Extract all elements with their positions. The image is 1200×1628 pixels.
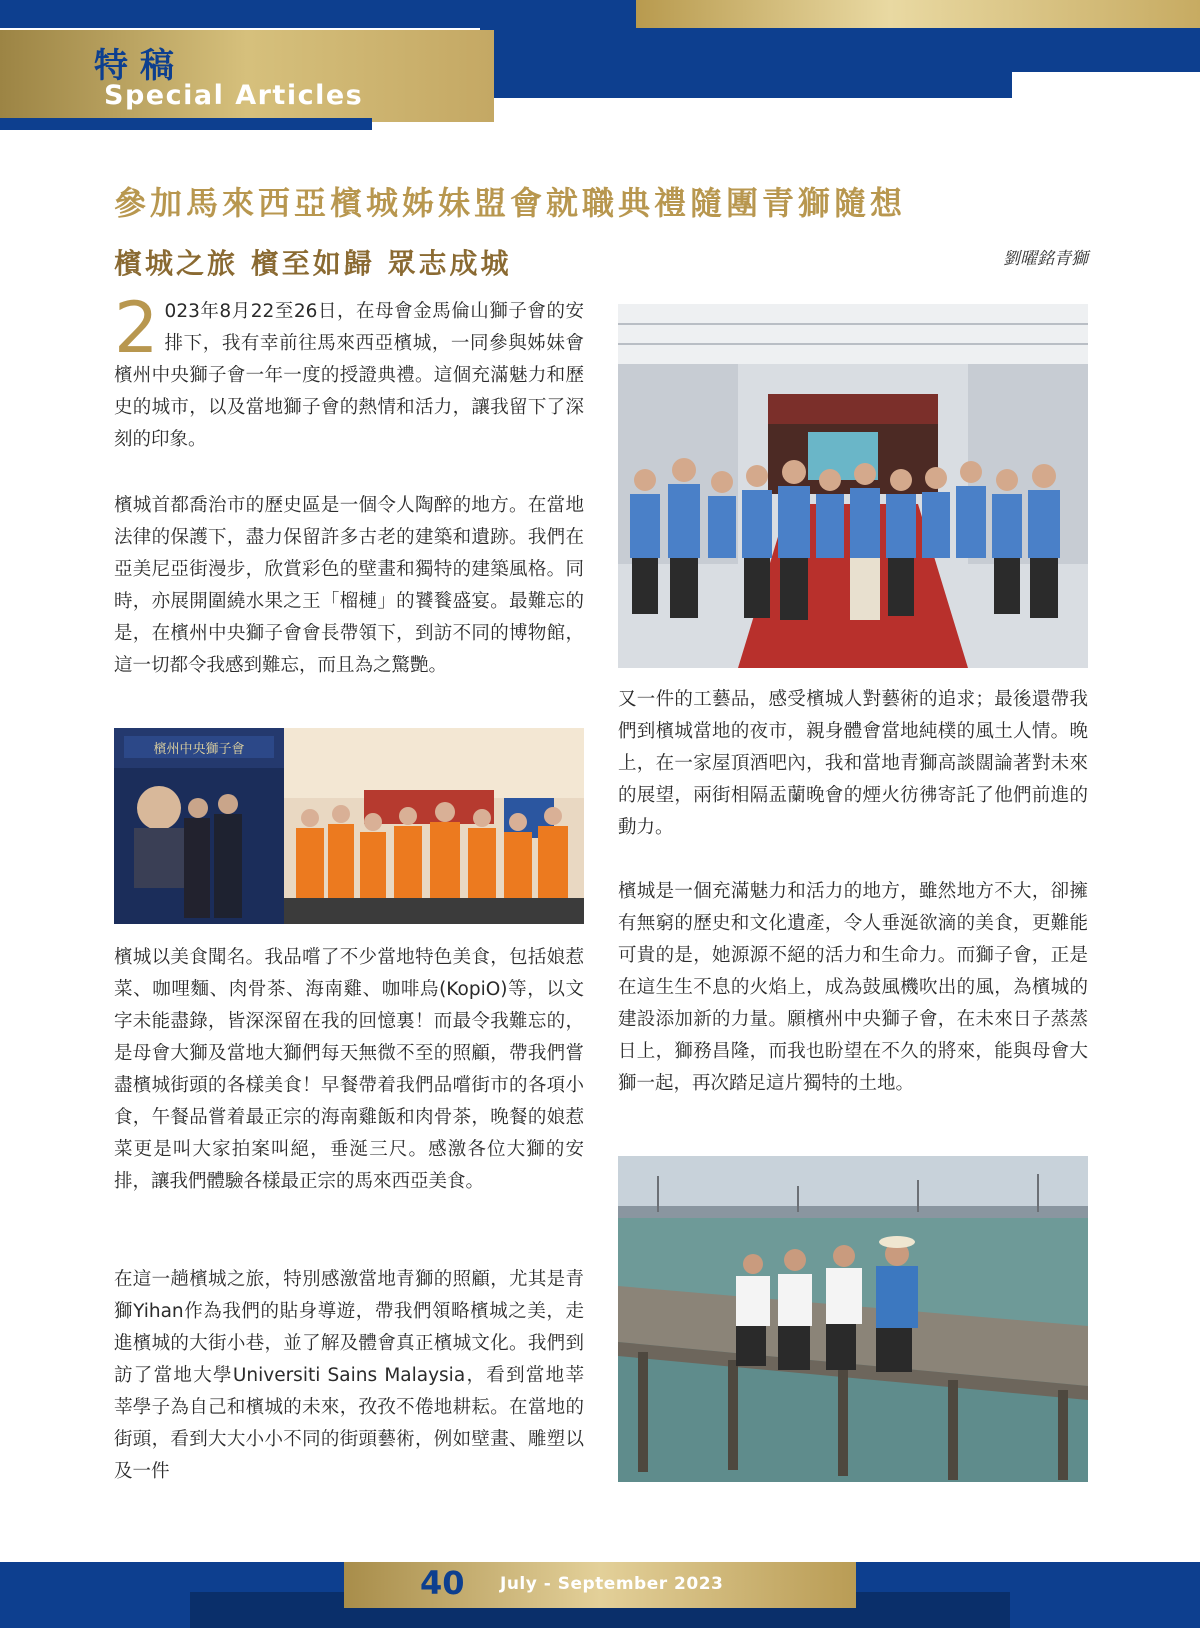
header-gold-bar <box>636 0 1200 28</box>
drop-cap: 2 <box>114 287 159 369</box>
ceremony-banner-text: 檳州中央獅子會 <box>153 742 245 757</box>
issue-date: July - September 2023 <box>500 1574 724 1594</box>
header-navy-bar <box>0 0 640 28</box>
article-author: 劉曜銘青獅 <box>1003 249 1088 269</box>
paragraph-food: 檳城以美食聞名。我品嚐了不少當地特色美食，包括娘惹菜、咖哩麵、肉骨茶、海南雞、咖啡烏(KopiO)等，以文字未能盡錄，皆深深留在我的回憶裏！而最令我難忘的，是母會大獅及當地大獅們每天無微不至的照顧，帶我們嘗盡檳城街頭的各樣美食！早餐帶着我們品嚐街市的各項小食，午餐品嘗着最正宗的海南雞飯和肉骨茶，晚餐的娘惹菜更是叫大家拍案叫絕，垂涎三尺。感激各位大獅的安排，讓我們體驗各樣最正宗的馬來西亞美食。 <box>114 947 584 1192</box>
section-title-chinese: 特稿 <box>94 46 186 86</box>
page-number: 40 <box>420 1564 465 1602</box>
paragraph-intro-text: 023年8月22至26日，在母會金馬倫山獅子會的安排下，我有幸前往馬來西亞檳城，一同參與姊妹會檳州中央獅子會一年一度的授證典禮。這個充滿魅力和歷史的城市，以及當地獅子會的熱情和活力，讓我留下了深刻的印象。 <box>114 301 584 450</box>
paragraph-young-lions: 在這一趟檳城之旅，特別感激當地青獅的照顧，尤其是青獅Yihan作為我們的貼身導遊，帶我們領略檳城之美，走進檳城的大街小巷，並了解及體會真正檳城文化。我們到訪了當地大學Universiti Sains Malaysia，看到當地莘莘學子為自己和檳城的未來，孜孜不倦地耕耘。在當地的街頭，看到大大小小不同的街頭藝術，例如壁畫、雕塑以及一件 <box>114 1269 584 1482</box>
header-navy-band-lower <box>480 72 1012 98</box>
paragraph-night-market: 又一件的工藝品，感受檳城人對藝術的追求；最後還帶我們到檳城當地的夜市，親身體會當地純樸的風土人情。晚上，在一家屋頂酒吧內，我和當地青獅高談闊論著對未來的展望，兩街相隔盂蘭晚會的煙火彷彿寄託了他們前進的動力。 <box>618 689 1088 838</box>
paragraph-intro <box>114 287 584 456</box>
jetty-photo <box>618 1156 1088 1482</box>
article-subtitle: 檳城之旅 檳至如歸 眾志成城 <box>114 247 512 280</box>
ceremony-photo <box>114 728 584 924</box>
article-title: 參加馬來西亞檳城姊妹盟會就職典禮隨團青獅隨想 <box>114 184 907 222</box>
group-hall-photo <box>618 304 1088 668</box>
paragraph-conclusion: 檳城是一個充滿魅力和活力的地方，雖然地方不大，卻擁有無窮的歷史和文化遺產，令人垂涎欲滴的美食，更難能可貴的是，她源源不絕的活力和生命力。而獅子會，正是在這生生不息的火焰上，成為鼓風機吹出的風，為檳城的建設添加新的力量。願檳州中央獅子會，在未來日子蒸蒸日上，獅務昌隆，而我也盼望在不久的將來，能與母會大獅一起，再次踏足這片獨特的土地。 <box>618 881 1088 1094</box>
section-label-underline <box>0 118 372 130</box>
paragraph-george-town: 檳城首都喬治市的歷史區是一個令人陶醉的地方。在當地法律的保護下，盡力保留許多古老的建築和遺跡。我們在亞美尼亞街漫步，欣賞彩色的壁畫和獨特的建築風格。同時，亦展開圍繞水果之王「榴槤」的饕餮盛宴。最難忘的是，在檳州中央獅子會會長帶領下，到訪不同的博物館，這一切都令我感到難忘，而且為之驚艷。 <box>114 495 584 676</box>
header-navy-band <box>480 28 1200 72</box>
section-title-english: Special Articles <box>104 80 364 111</box>
